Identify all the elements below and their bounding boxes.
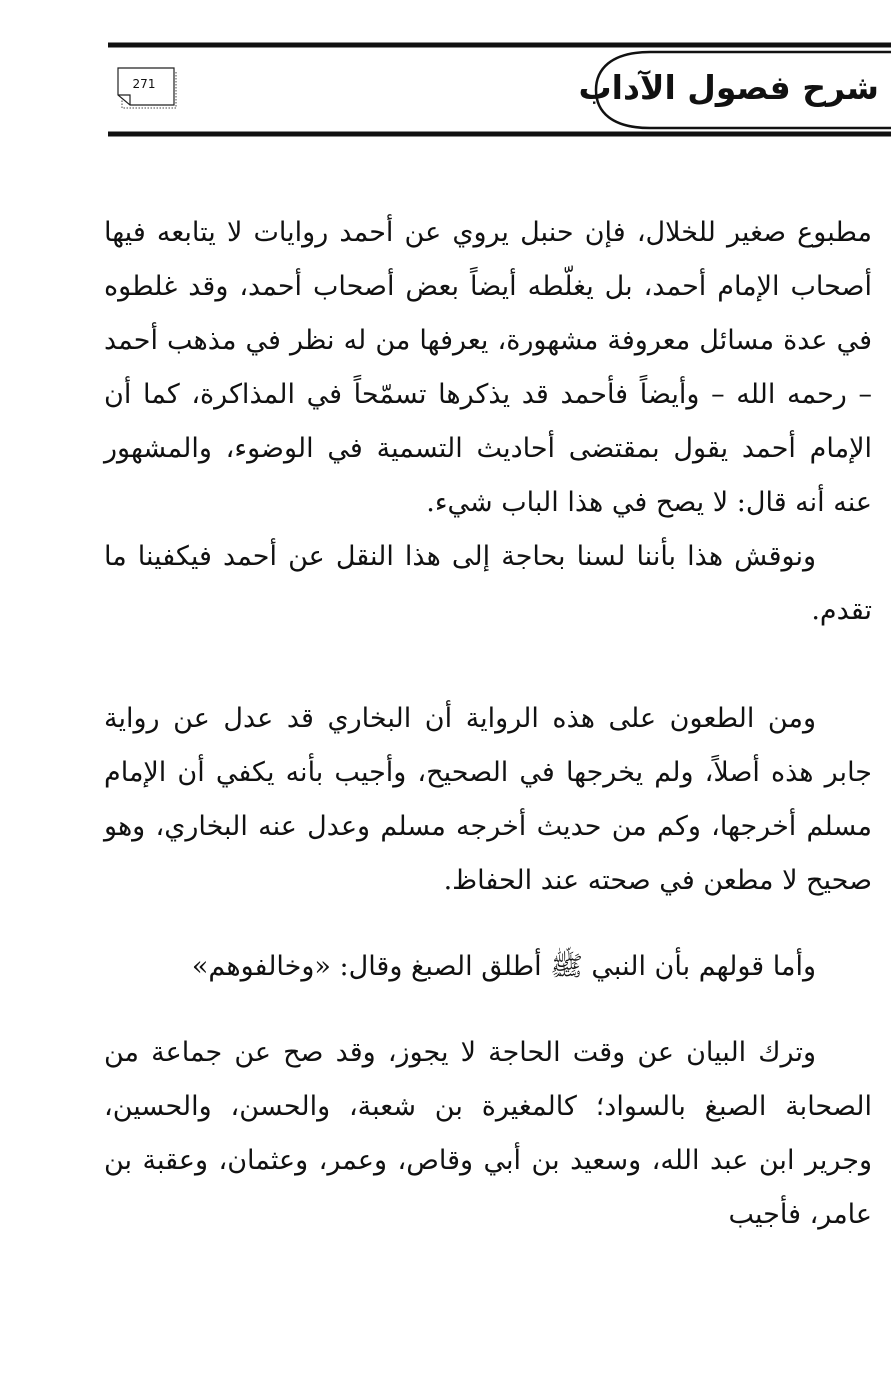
running-header [0,0,891,150]
paragraph-4: وأما قولهم بأن النبي ﷺ أطلق الصبغ وقال: «وخالفوهم» [191,951,816,982]
page-number: 271 [132,77,156,91]
paragraph-2: ونوقش هذا بأننا لسنا بحاجة إلى هذا النقل عن أحمد فيكفينا ما تقدم. [104,541,872,626]
page-number-box [116,67,178,111]
book-title: شرح فصول الآداب [578,68,879,107]
paragraph-3: ومن الطعون على هذه الرواية أن البخاري قد عدل عن رواية جابر هذه أصلاً، ولم يخرجها في الصحيح، وأجيب بأنه يكفي أن الإمام مسلم أخرجها، وكم من حديث أخرجه مسلم وعدل عنه البخاري، وهو صحيح لا مطعن في صحته عند الحفاظ. [104,703,872,896]
paragraph-5: وترك البيان عن وقت الحاجة لا يجوز، وقد صح عن جماعة من الصحابة الصبغ بالسواد؛ كالمغيرة بن شعبة، والحسن، والحسين، وجرير ابن عبد الله، وسعيد بن أبي وقاص، وعمر، وعثمان، وعقبة بن عامر، فأجيب [104,1037,872,1230]
paragraph-1: مطبوع صغير للخلال، فإن حنبل يروي عن أحمد روايات لا يتابعه فيها أصحاب الإمام أحمد، بل يغلّطه أيضاً بعض أصحاب أحمد، وقد غلطوه في عدة مسائل معروفة مشهورة، يعرفها من له نظر في مذهب أحمد – رحمه الله – وأيضاً فأحمد قد يذكرها تسمّحاً في المذاكرة، كما أن الإمام أحمد يقول بمقتضى أحاديث التسمية في الوضوء، والمشهور عنه أنه قال: لا يصح في هذا الباب شيء. [104,217,872,518]
page-body [104,206,872,1242]
